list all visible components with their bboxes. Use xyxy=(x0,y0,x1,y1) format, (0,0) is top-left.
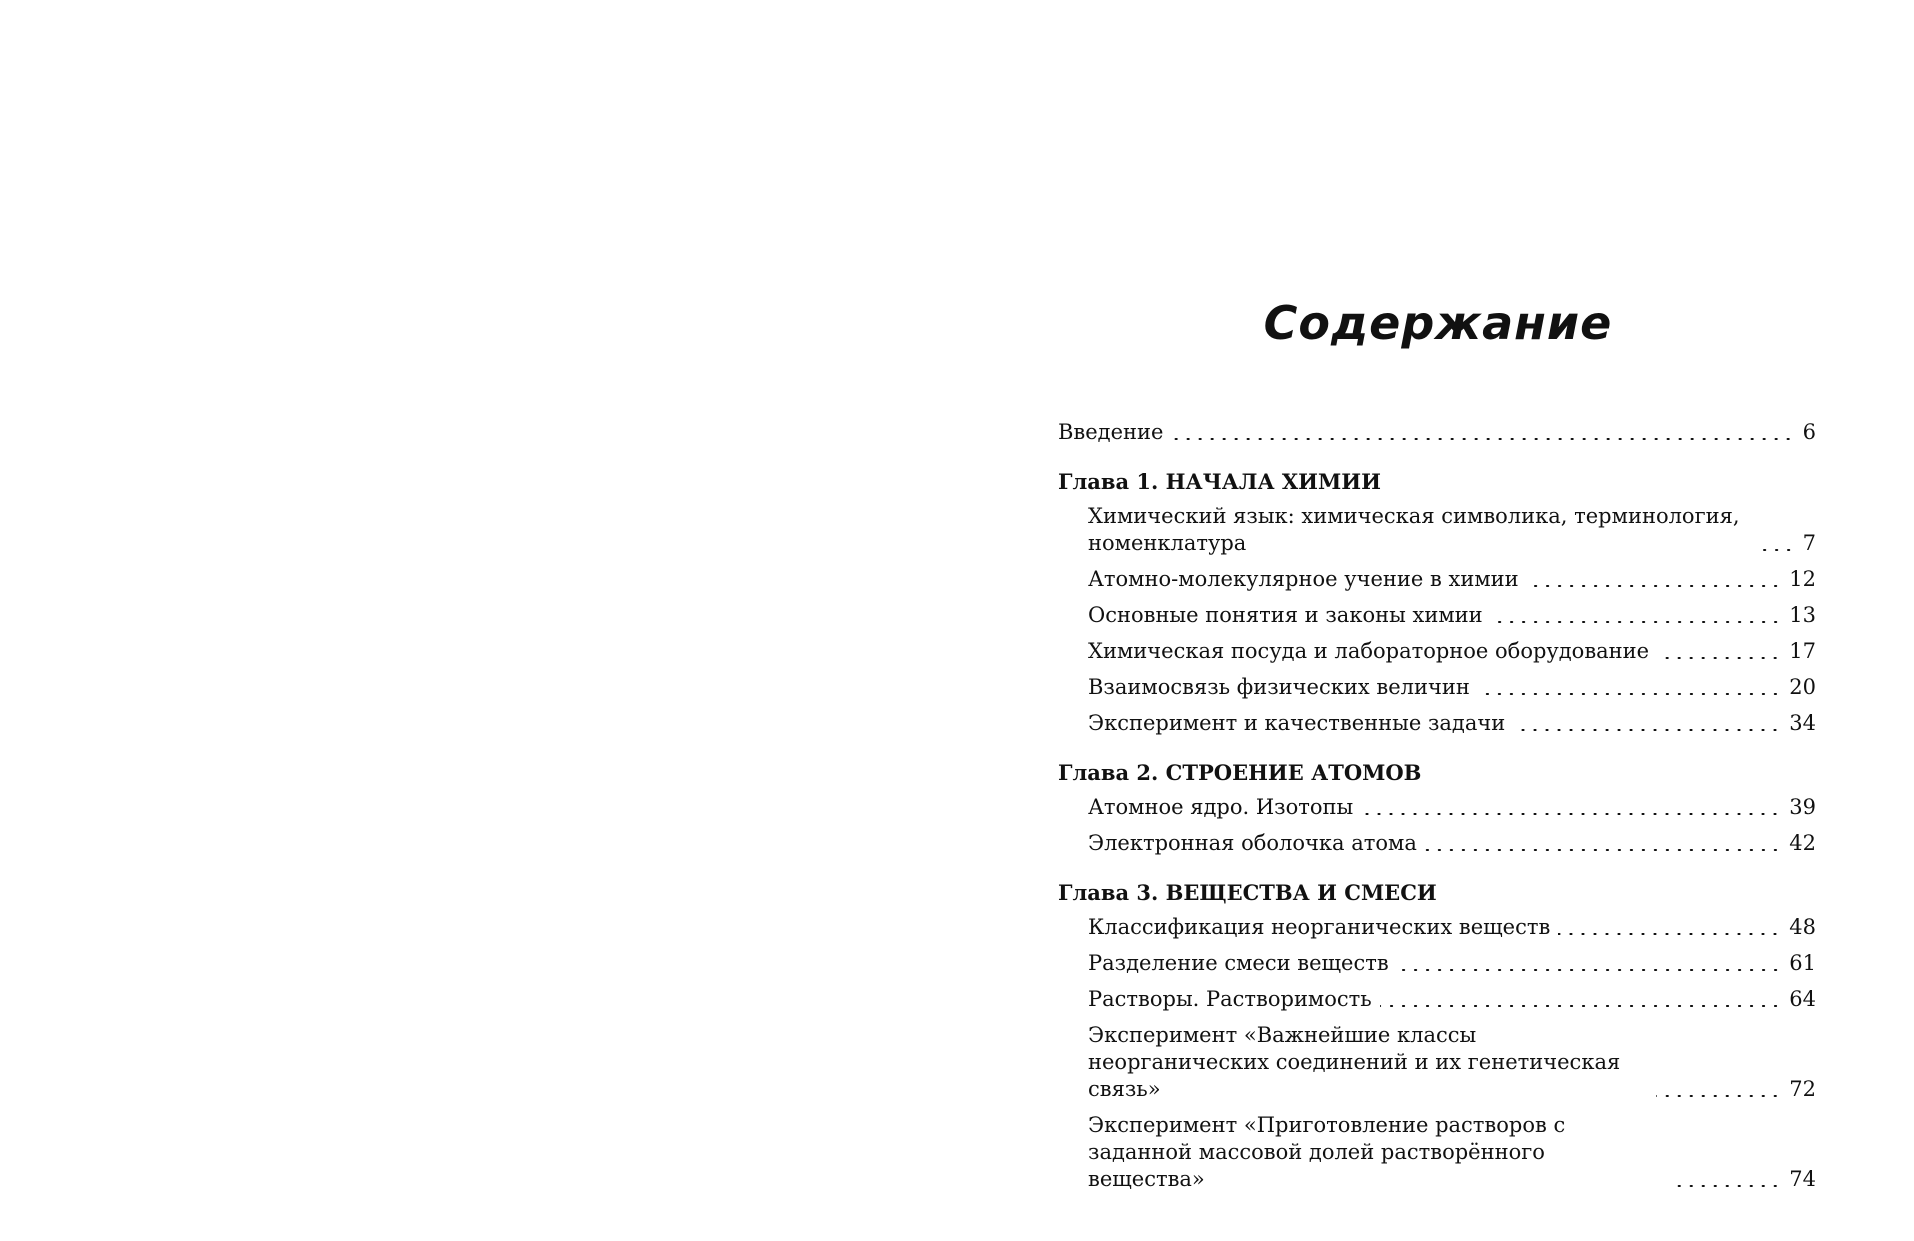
dot-leader xyxy=(1491,621,1782,623)
toc-entry xyxy=(1058,503,1816,557)
dot-leader xyxy=(1478,693,1781,695)
toc-entry-label: Химическая посуда и лабораторное оборудование xyxy=(1088,639,1650,663)
toc-title: Содержание xyxy=(1263,296,1613,350)
toc-page-number: 17 xyxy=(1789,639,1816,663)
toc-page-number: 39 xyxy=(1789,795,1816,819)
toc-entry-label: Атомное ядро. Изотопы xyxy=(1088,795,1354,819)
toc-entry-label: Эксперимент «Важнейшие классы неорганических соединений и их генетическая связь» xyxy=(1088,1023,1621,1101)
dot-leader xyxy=(1756,549,1795,551)
toc-entry xyxy=(1058,566,1816,593)
toc-page-number: 7 xyxy=(1802,531,1816,555)
dot-leader xyxy=(1527,585,1782,587)
toc-entry-label: Электронная оболочка атома xyxy=(1088,831,1417,855)
dot-leader xyxy=(1380,1005,1782,1007)
toc-entry xyxy=(1058,830,1816,857)
chapter-heading: Глава 2. СТРОЕНИЕ АТОМОВ xyxy=(1058,760,1422,785)
toc-page-number: 64 xyxy=(1789,987,1816,1011)
toc-entry-label: Классификация неорганических веществ xyxy=(1088,915,1551,939)
toc-page-number: 48 xyxy=(1789,915,1816,939)
toc-entry xyxy=(1058,1022,1816,1103)
toc-entry-label: Химический язык: химическая символика, терминология, номенклатура xyxy=(1088,504,1740,555)
toc-page-number: 12 xyxy=(1789,567,1816,591)
toc-entry-label: Введение xyxy=(1058,420,1164,444)
toc-entry-label: Растворы. Растворимость xyxy=(1088,987,1372,1011)
dot-leader xyxy=(1425,849,1781,851)
toc-entry xyxy=(1058,638,1816,665)
toc-entry-label: Основные понятия и законы химии xyxy=(1088,603,1483,627)
toc-page-number: 34 xyxy=(1789,711,1816,735)
dot-leader xyxy=(1361,813,1781,815)
dot-leader xyxy=(1397,969,1782,971)
dot-leader xyxy=(1171,438,1794,440)
toc-entry xyxy=(1058,674,1816,701)
toc-page-number: 6 xyxy=(1802,420,1816,444)
chapter-heading: Глава 3. ВЕЩЕСТВА И СМЕСИ xyxy=(1058,880,1437,905)
toc-entry-label: Взаимосвязь физических величин xyxy=(1088,675,1470,699)
toc-entry-label: Эксперимент «Приготовление растворов с заданной массовой долей растворённого вещества» xyxy=(1088,1113,1566,1191)
toc-entry xyxy=(1058,950,1816,977)
chapter-heading: Глава 1. НАЧАЛА ХИМИИ xyxy=(1058,469,1381,494)
toc-page-number: 13 xyxy=(1789,603,1816,627)
toc-entry xyxy=(1058,986,1816,1013)
toc-entry xyxy=(1058,1112,1816,1193)
toc-page-number: 74 xyxy=(1789,1167,1816,1191)
toc-entry-label: Эксперимент и качественные задачи xyxy=(1088,711,1506,735)
toc-entry-label: Разделение смеси веществ xyxy=(1088,951,1389,975)
table-of-contents xyxy=(1058,419,1816,1193)
dot-leader xyxy=(1558,933,1781,935)
toc-page-number: 42 xyxy=(1789,831,1816,855)
toc-page-number: 20 xyxy=(1789,675,1816,699)
toc-entry-label: Атомно-молекулярное учение в химии xyxy=(1088,567,1519,591)
toc-page-number: 61 xyxy=(1789,951,1816,975)
dot-leader xyxy=(1657,657,1781,659)
toc-entry xyxy=(1058,602,1816,629)
toc-page-number: 72 xyxy=(1789,1077,1816,1101)
toc-entry xyxy=(1058,914,1816,941)
toc-entry-intro xyxy=(1058,419,1816,446)
dot-leader xyxy=(1676,1185,1781,1187)
dot-leader xyxy=(1513,729,1781,731)
toc-entry xyxy=(1058,794,1816,821)
toc-entry xyxy=(1058,710,1816,737)
dot-leader xyxy=(1656,1095,1781,1097)
